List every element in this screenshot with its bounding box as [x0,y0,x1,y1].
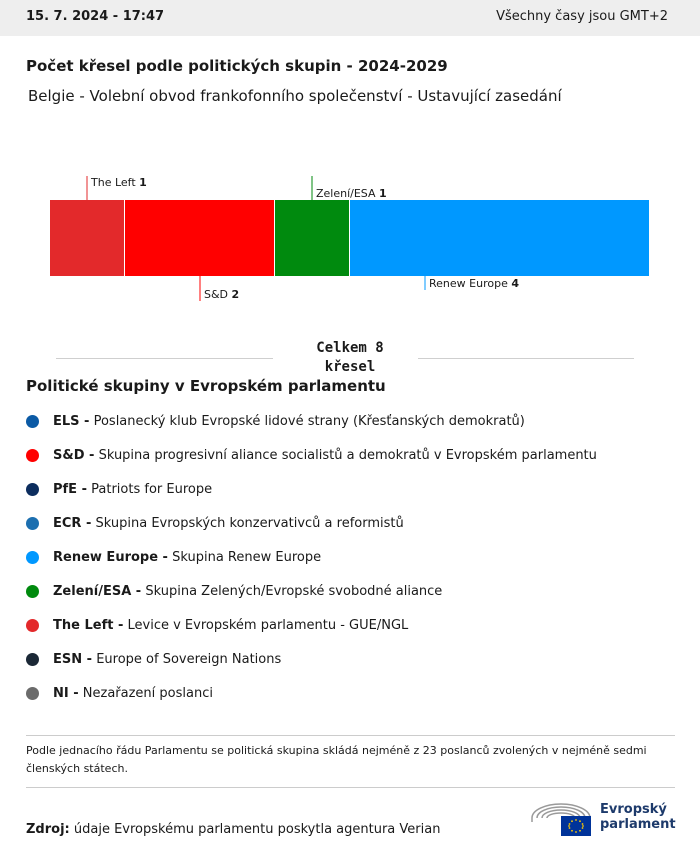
seat-bar-zelen-esa [275,200,349,276]
legend-item [26,608,686,642]
legend-abbr: ESN - [53,651,93,667]
timestamp: 15. 7. 2024 - 17:47 [26,9,165,24]
seat-label-the-left: The Left 1 [91,176,147,189]
legend-item [26,676,686,710]
european-parliament-hemicycle-icon [528,798,594,838]
total-seats-line1: Celkem 8 [316,340,384,356]
source-text: údaje Evropskému parlamentu poskytla agentura Verian [73,822,441,837]
seat-bar-the-left [50,200,124,276]
seat-label-zelen-esa: Zelení/ESA 1 [316,187,387,200]
legend-item [26,540,686,574]
source-line [26,822,440,837]
chart-subtitle: Belgie - Volební obvod frankofonního společenství - Ustavující zasedání [28,87,562,105]
groups-heading: Politické skupiny v Evropském parlamentu [26,377,386,395]
total-seats [0,338,700,378]
legend-name: Skupina progresivní aliance socialistů a demokratů v Evropském parlamentu [98,447,597,463]
legend-dot-icon [26,483,39,496]
total-divider-left [56,358,273,359]
top-bar [0,0,700,36]
total-divider-right [418,358,634,359]
legend-item [26,404,686,438]
ep-logo-line1: Evropský [600,802,667,817]
seat-bar-s-d [125,200,274,276]
seat-bar-chart [0,160,700,320]
legend-item [26,642,686,676]
legend-dot-icon [26,415,39,428]
legend-dot-icon [26,585,39,598]
legend-name: Levice v Evropském parlamentu - GUE/NGL [127,617,409,633]
ep-logo [528,798,678,838]
timezone-note: Všechny časy jsou GMT+2 [496,9,668,24]
ep-logo-line2: parlament [600,817,676,832]
source-label: Zdroj: [26,822,70,837]
legend-name: Skupina Evropských konzervativců a reformistů [95,515,404,531]
seat-bar-renew-europe [350,200,649,276]
legend-abbr: NI - [53,685,79,701]
legend-name: Nezařazení poslanci [82,685,213,701]
legend-name: Skupina Zelených/Evropské svobodné aliance [145,583,443,599]
seat-label-renew-europe: Renew Europe 4 [429,277,519,290]
legend-dot-icon [26,687,39,700]
chart-title: Počet křesel podle politických skupin - 2024-2029 [26,57,448,75]
legend-name: Poslanecký klub Evropské lidové strany (Křesťanských demokratů) [93,413,525,429]
ep-logo-text [600,802,676,832]
legend-abbr: PfE - [53,481,87,497]
legend-abbr: ECR - [53,515,92,531]
legend-dot-icon [26,551,39,564]
seat-label-s-d: S&D 2 [204,288,240,301]
legend-abbr: Zelení/ESA - [53,583,142,599]
total-seats-label [290,339,410,377]
legend-item [26,438,686,472]
legend-name: Skupina Renew Europe [172,549,322,565]
legend-item [26,506,686,540]
total-seats-line2: křesel [324,359,376,375]
legend-abbr: S&D - [53,447,95,463]
note-divider-top [26,735,675,736]
groups-legend [26,404,686,710]
legend-item [26,472,686,506]
legend-dot-icon [26,653,39,666]
legend-dot-icon [26,449,39,462]
legend-name: Europe of Sovereign Nations [96,651,282,667]
legend-abbr: The Left - [53,617,124,633]
legend-dot-icon [26,517,39,530]
legend-abbr: ELS - [53,413,90,429]
legend-abbr: Renew Europe - [53,549,168,565]
note-divider-bottom [26,787,675,788]
legend-name: Patriots for Europe [91,481,213,497]
legend-item [26,574,686,608]
footnote: Podle jednacího řádu Parlamentu se politická skupina skládá nejméně z 23 poslanců zvolených v nejméně sedmi členských státech. [26,744,647,775]
legend-dot-icon [26,619,39,632]
